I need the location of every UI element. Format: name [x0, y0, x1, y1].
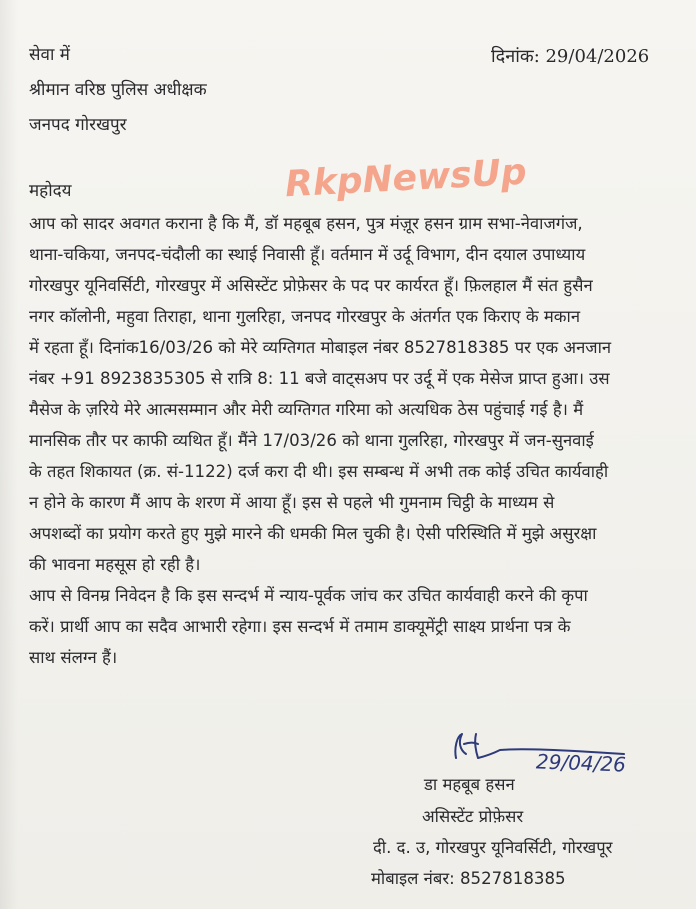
body-line: मैसेज के ज़रिये मेरे आत्मसम्मान और मेरी व्यग्तिगत गरिमा को अत्यधिक ठेस पहुंचाई गई है। मैं	[29, 400, 584, 419]
body-line: नंबर +91 8923835305 से रात्रि 8: 11 बजे वाट्सअप पर उर्दू में एक मेसेज प्राप्त हुआ। उस	[29, 369, 610, 388]
signature-date: 29/04/26	[535, 749, 627, 777]
body-line: अपशब्दों का प्रयोग करते हुए मुझे मारने की धमकी मिल चुकी है। ऐसी परिस्थिति में मुझे असुरक्षा	[29, 524, 597, 543]
signatory-name: डा महबूब हसन	[424, 775, 515, 794]
body-line: करें। प्रार्थी आप का सदैव आभारी रहेगा। इस सन्दर्भ में तमाम डाक्यूमेंट्री साक्ष्य प्रार्थना पत्र के	[29, 617, 571, 636]
addressee-line-1: सेवा में	[29, 45, 70, 65]
body-line: आप को सादर अवगत कराना है कि मैं, डॉ महबूब हसन, पुत्र मंज़ूर हसन ग्राम सभा-नेवाजगंज,	[29, 214, 583, 233]
body-line: के तहत शिकायत (क्र. सं-1122) दर्ज करा दी थी। इस सम्बन्ध में अभी तक कोई उचित कार्यवाही	[29, 462, 609, 481]
body-line: नगर कॉलोनी, महुवा तिराहा, थाना गुलरिहा, जनपद गोरखपुर के अंतर्गत एक किराए के मकान	[29, 307, 581, 326]
body-line: में रहता हूँ। दिनांक16/03/26 को मेरे व्यग्तिगत मोबाइल नंबर 8527818385 पर एक अनजान	[29, 338, 612, 357]
body-line: थाना-चकिया, जनपद-चंदौली का स्थाई निवासी हूँ। वर्तमान में उर्दू विभाग, दीन दयाल उपाध्याय	[29, 245, 586, 264]
body-line: गोरखपुर यूनिवर्सिटी, गोरखपुर में असिस्टेंट प्रोफ़ेसर के पद पर कार्यरत हूँ। फ़िलहाल मैं संत हुसैन	[29, 276, 593, 295]
addressee-line-3: जनपद गोरखपुर	[29, 115, 127, 135]
signatory-designation: असिस्टेंट प्रोफ़ेसर	[422, 807, 524, 826]
body-line: साथ संलग्न हैं।	[29, 648, 118, 667]
body-line: न होने के कारण मैं आप के शरण में आया हूँ। इस से पहले भी गुमनाम चिट्ठी के माध्यम से	[29, 493, 555, 512]
watermark-text: RkpNewsUp	[284, 151, 528, 206]
body-line: मानसिक तौर पर काफी व्यथित हूँ। मैंने 17/03/26 को थाना गुलरिहा, गोरखपुर में जन-सुनवाई	[29, 431, 594, 450]
body-line: की भावना महसूस हो रही है।	[29, 555, 201, 574]
page-shadow	[0, 0, 18, 909]
signatory-mobile: मोबाइल नंबर: 8527818385	[371, 869, 566, 888]
signatory-institution: दी. द. उ, गोरखपुर यूनिवर्सिटी, गोरखपूर	[373, 838, 613, 857]
salutation: महोदय	[29, 181, 72, 201]
addressee-line-2: श्रीमान वरिष्ठ पुलिस अधीक्षक	[29, 80, 207, 100]
letter-date: दिनांक: 29/04/2026	[491, 46, 650, 67]
body-line: आप से विनम्र निवेदन है कि इस सन्दर्भ में न्याय-पूर्वक जांच कर उचित कार्यवाही करने की कृपा	[29, 586, 588, 605]
